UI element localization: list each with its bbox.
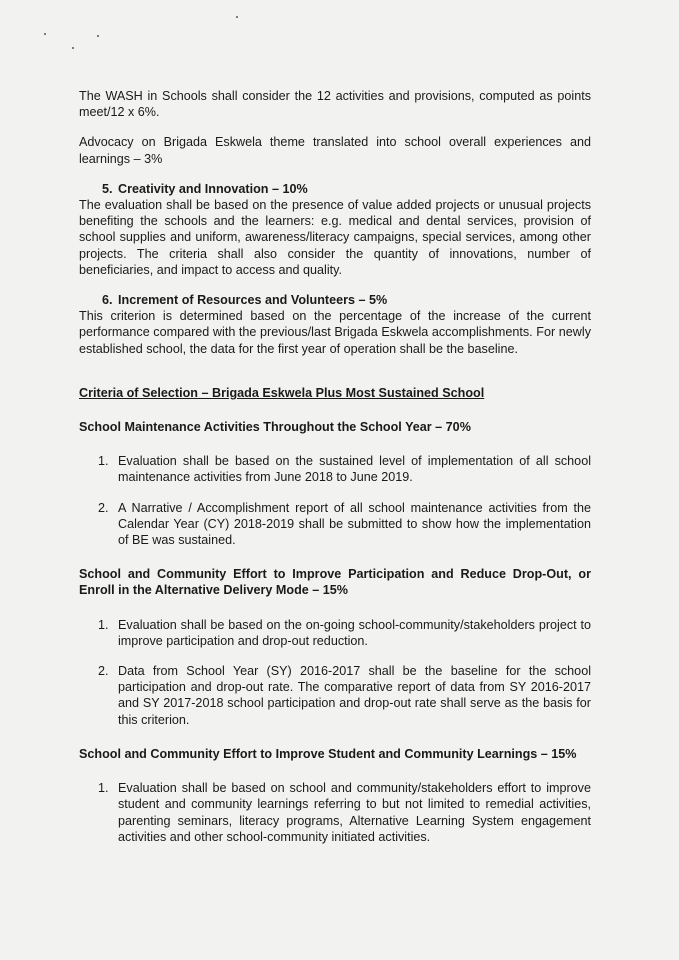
list-item: 2. A Narrative / Accomplishment report of all school maintenance activities from the Calendar Year (CY) 2018-2019 shall be submitted to show how the implementation of BE was sustained. bbox=[98, 500, 591, 548]
advocacy-paragraph: Advocacy on Brigada Eskwela theme translated into school overall experiences and learnings – 3% bbox=[79, 135, 591, 166]
increment-body: This criterion is determined based on the percentage of the increase of the current performance compared with the previous/last Brigada Eskwela accomplishments. For newly established school, the data for the first year of operation shall be the baseline. bbox=[79, 309, 591, 356]
list-item: 1. Evaluation shall be based on the on-going school-community/stakeholders project to improve participation and drop-out reduction. bbox=[98, 617, 591, 648]
wash-paragraph: The WASH in Schools shall consider the 12 activities and provisions, computed as points meet/12 x 6%. bbox=[79, 89, 591, 120]
increment-heading: 6. Increment of Resources and Volunteers – 5% bbox=[102, 293, 388, 308]
participation-list bbox=[79, 617, 591, 728]
maintenance-list bbox=[79, 453, 591, 548]
list-item: 1. Evaluation shall be based on school and community/stakeholders effort to improve student and community learnings referring to but not limited to remedial activities, parenting seminars, literacy programs, Alternative Learning System engagement activities and other school-community initiated activities. bbox=[98, 781, 591, 844]
creativity-body: The evaluation shall be based on the presence of value added projects or unusual projects benefiting the schools and the learners: e.g. medical and dental services, provision of school supplies and uniform, awareness/literacy campaigns, special services, among other projects. The criteria shall also consider the quantity of innovations, number of beneficiaries, and impact to access and quality. bbox=[79, 198, 591, 277]
learnings-list bbox=[79, 780, 591, 845]
creativity-heading: 5. Creativity and Innovation – 10% bbox=[102, 181, 308, 196]
learnings-heading: School and Community Effort to Improve Student and Community Learnings – 15% bbox=[79, 746, 577, 761]
list-item: 2. Data from School Year (SY) 2016-2017 shall be the baseline for the school participation and drop-out rate. The comparative report of data from SY 2016-2017 and SY 2017-2018 school participation and drop-out rate shall serve as the basis for this criterion. bbox=[98, 664, 591, 727]
maintenance-heading: School Maintenance Activities Throughout the School Year – 70% bbox=[79, 420, 471, 435]
participation-heading: School and Community Effort to Improve Participation and Reduce Drop-Out, or Enroll in the Alternative Delivery Mode – 15% bbox=[79, 567, 591, 598]
list-item: 1. Evaluation shall be based on the sustained level of implementation of all school maintenance activities from June 2018 to June 2019. bbox=[98, 454, 591, 485]
section-title: Criteria of Selection – Brigada Eskwela Plus Most Sustained School bbox=[79, 385, 485, 400]
